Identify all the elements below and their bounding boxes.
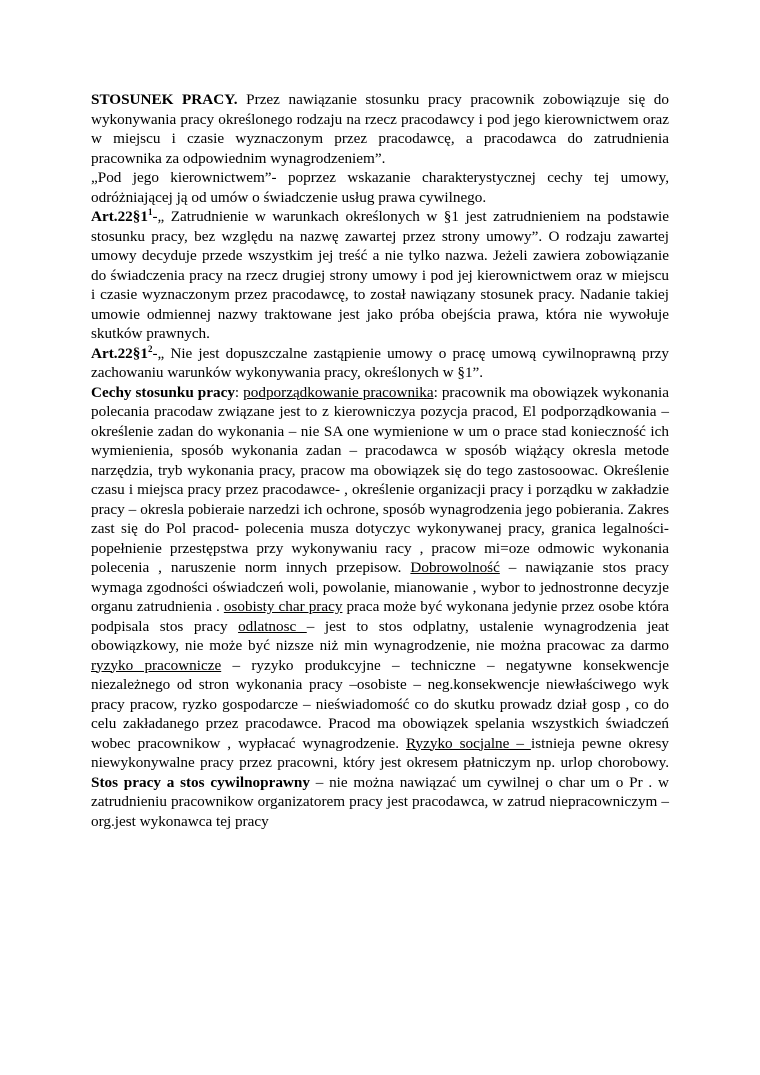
paragraph-kierownictwo [91,168,669,207]
article-text: -„ Zatrudnienie w warunkach określonych w §1 jest zatrudnieniem na podstawie stosunku pracy, bez względu na nazwę zawartej przez strony umowy”. O rodzaju zawartej umowy decyduje przede wszystkim jej treść a nie tylko nazwa. Jeżeli zawiera zobowiązanie do świadczenia pracy na rzecz drugiej strony umowy i pod jej kierownictwem oraz w miejscu i czasie wyznaczonym przez pracodawcę, to został nawiązany stosunek pracy. Nadanie takiej umowie odmiennej nazwy traktowane jest jako próba obejścia prawa, która nie wywołuje skutków prawnych. [91,208,669,342]
document-page [91,90,669,831]
article-ref: $Art.22\S 1^1$ [91,207,153,225]
term-podporzadkowanie: podporządkowanie pracownika [243,383,434,401]
kierownictwo-text: „Pod jego kierownictwem”- poprzez wskazanie charakterystycznej cechy tej umowy, odróżniającej ją od umów o świadczenie usług prawa cywilnego. [91,169,669,206]
section-title: STOSUNEK PRACY. [91,91,238,108]
term-ryzyko-socjalne: Ryzyko socjalne – [406,734,531,752]
cechy-heading: Cechy stosunku pracy [91,383,235,401]
term-ryzyko-pracownicze: ryzyko pracownicze [91,656,222,674]
paragraph-definition [91,90,669,168]
definition-text: Przez nawiązanie stosunku pracy pracownik zobowiązuje się do wykonywania pracy określonego rodzaju na rzecz pracodawcy i pod jego kierownictwem oraz w miejscu i czasie wyznaczonym przez pracodawcę, a pracodawca do zatrudnienia pracownika za odpowiednim wynagrodzeniem”. [91,91,669,167]
term-odplatnosc: odlatnosc [238,617,307,635]
article-superscript: 2 [147,343,153,354]
term-dobrowolnosc: Dobrowolność [410,559,500,576]
term-osobisty-char: osobisty char pracy [223,598,343,615]
article-superscript: 1 [147,207,153,217]
stos-pracy-heading: Stos pracy a stos cywilnoprawny [91,773,310,791]
article-text: -„ Nie jest dopuszczalne zastąpienie umowy o pracę umową cywilnoprawną przy zachowaniu warunków wykonywania pracy, określonych w §1”. [91,344,669,381]
paragraph-art22-1 [91,207,669,344]
paragraph-art22-2 [91,344,669,383]
paragraph-cechy: Cechy stosunku pracy: podporządkowanie pracownika: pracownik ma obowiązek wykonania polecania pracodaw związane jest to z kierowniczya pozycja pracod, El podporządkowania – określenie zadan do wykonania – nie SA one wymienione w um o prace stad konieczność ich wymienienia, sposób wykonania zadan – pracodawca w sposób wiążący okresla metode narzędzia, tryb wykonania pracy, pracow ma obowiązek się do tego zastosoowac. Określenie czasu i miejsca pracy przez pracodawce- , określenie organizacji pracy i porządku w zakładzie pracy – okresla pobieraie narzedzi ich ochrone, sposób wynagrodzenia jego pobierania. Zakres zast się do Pol pracod- polecenia musza dotyczyc wykonywanej pracy, granica legalności- popełnienie przestępstwa przy wykonywaniu racy , pracow mi=oze odmowic wykonania polecenia , naruszenie norm innych przepisow. Dobrowolność – nawiązanie stos pracy wymaga zgodności oświadczeń woli, powolanie, mianowanie , wybor to jednostronne decyzje organu zatrudnienia . osobisty char pracy praca może być wykonana jedynie przez osobe która podpisala stos pracy odlatnosc – jest to stos odplatny, ustalenie wynagrodzenia jeat obowiązkowy, nie może być nizsze niż min wynagrodzenie, nie można pracowac za darmo ryzyko pracownicze – ryzyko produkcyjne – techniczne – negatywne konsekwencje niezależnego od stron wykonania pracy –osobiste – neg.konsekwencje niewłaściwego wyk pracy pracow, ryzko gospodarcze – nieświadomość co do skutku prowadz dział gosp , co do celu zakładanego przez pracodawce. Pracod ma obowiązek spelania wszystkich świadczeń wobec pracownikow , wypłacać wynagrodzenie. Ryzyko socjalne – istnieja pewne okresy niewykonywalne pracy przez pracowni, który jest okresem płatniczym np. urlop chorobowy. Stos pracy a stos cywilnoprawny – nie można nawiązać um cywilnej o char um o Pr . w zatrudnieniu pracownikow organizatorem pracy jest pracodawca, w zatrud niepracowniczym – org.jest wykonawca tej pracy [91,383,669,830]
article-ref: $Art.22\S 1^2$ [91,343,153,362]
